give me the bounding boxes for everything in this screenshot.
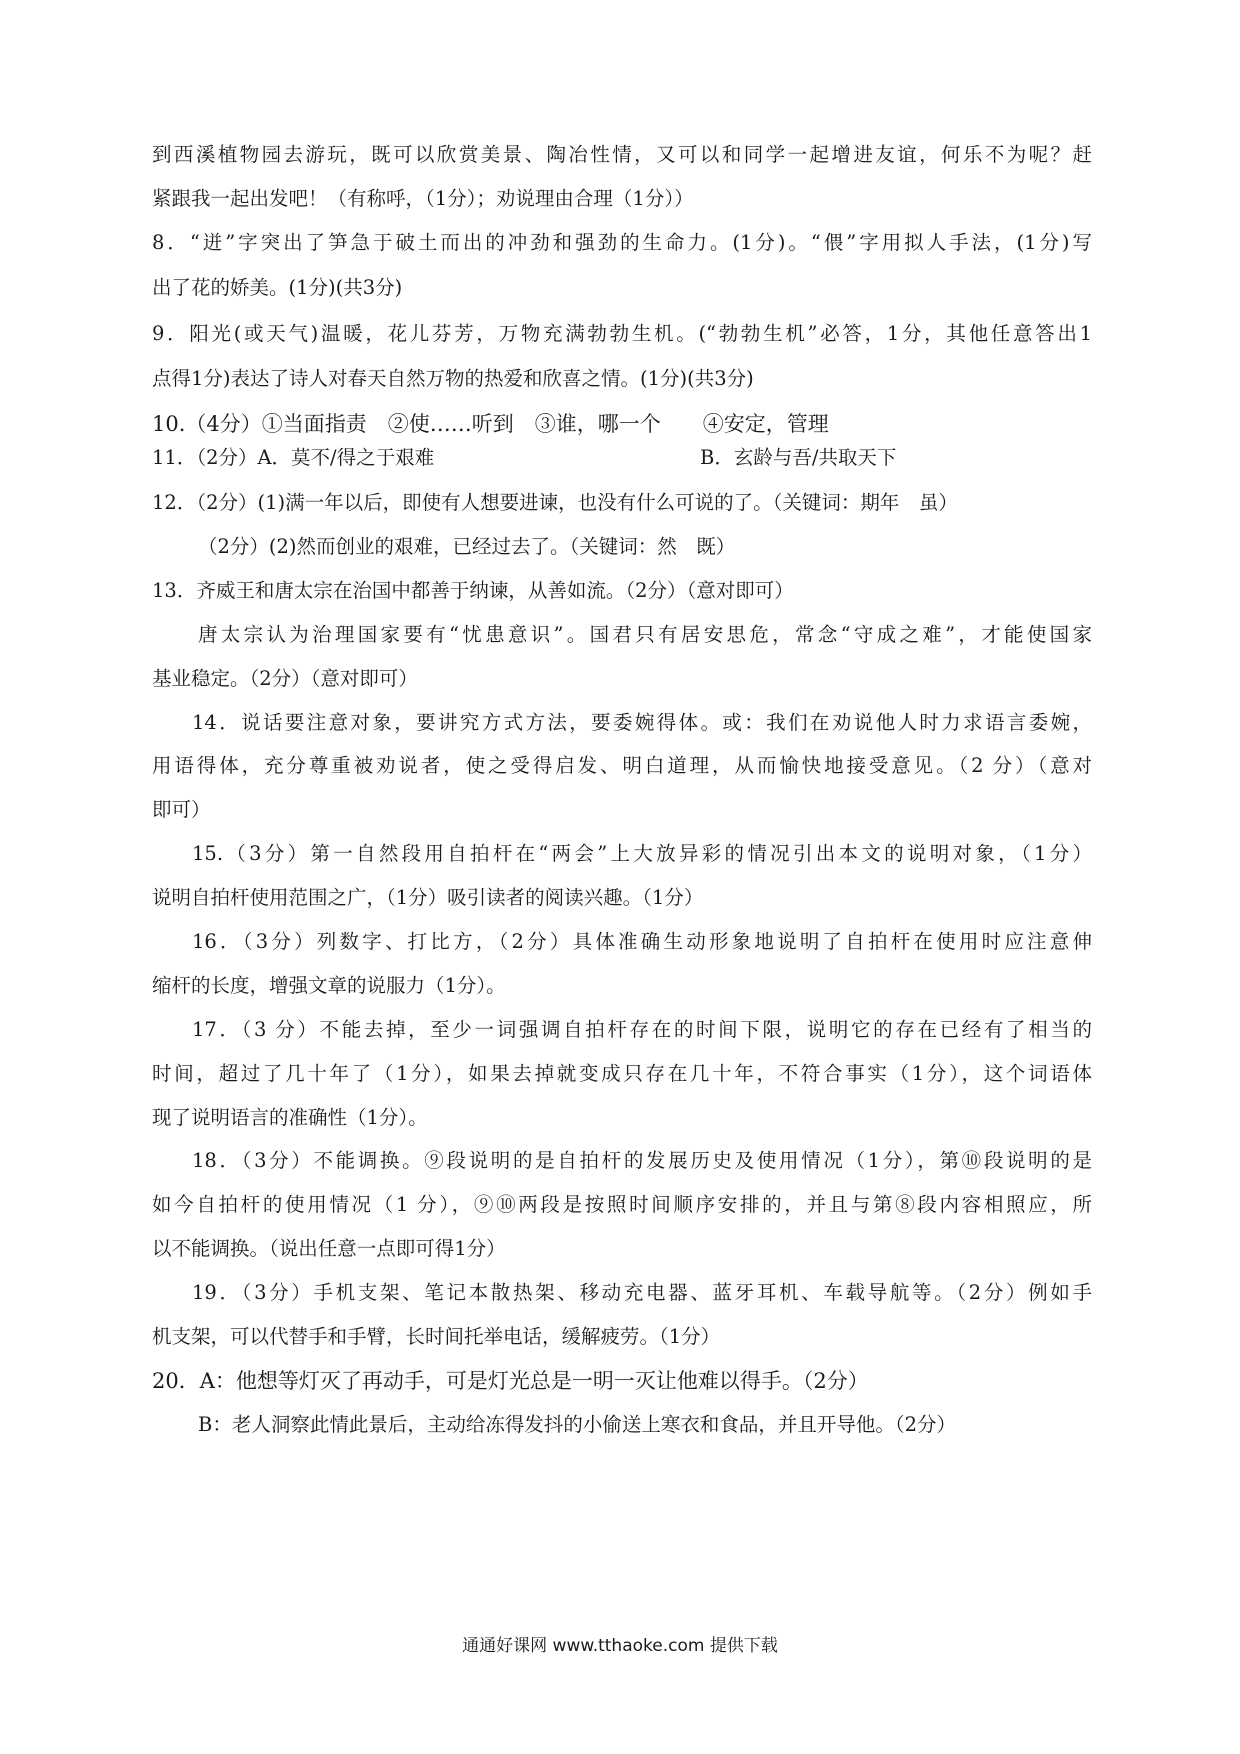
answer-16-line-1: 16．（3分）列数字、打比方，（2分）具体准确生动形象地说明了自拍杆在使用时应注意伸 xyxy=(192,930,1092,953)
answer-14-line-1: 14．说话要注意对象，要讲究方式方法，要委婉得体。或：我们在劝说他人时力求语言委婉， xyxy=(192,711,1092,734)
answer-15-line-2: 说明自拍杆使用范围之广，（1分）吸引读者的阅读兴趣。（1分） xyxy=(152,886,704,909)
answer-9-line-2: 点得1分)表达了诗人对春天自然万物的热爱和欣喜之情。(1分)(共3分) xyxy=(152,367,754,390)
text-line: 紧跟我一起出发吧！（有称呼，（1分）；劝说理由合理（1分）） xyxy=(152,187,694,210)
answer-18-line-2: 如今自拍杆的使用情况（1 分），⑨⑩两段是按照时间顺序安排的，并且与第⑧段内容相照应，所 xyxy=(152,1193,1092,1216)
answer-18-line-1: 18．（3分）不能调换。⑨段说明的是自拍杆的发展历史及使用情况（1分），第⑩段说明的是 xyxy=(192,1149,1092,1172)
answer-19-line-1: 19．（3分）手机支架、笔记本散热架、移动充电器、蓝牙耳机、车载导航等。（2分）例如手 xyxy=(192,1281,1092,1304)
answer-14-line-3: 即可） xyxy=(152,798,211,821)
answer-20-b: B：老人洞察此情此景后，主动给冻得发抖的小偷送上寒衣和食品，并且开导他。（2分） xyxy=(198,1413,956,1436)
answer-17-line-2: 时间，超过了几十年了（1分），如果去掉就变成只存在几十年，不符合事实（1分），这个词语体 xyxy=(152,1062,1092,1085)
answer-17-line-1: 17．（3 分）不能去掉，至少一词强调自拍杆存在的时间下限，说明它的存在已经有了相当的 xyxy=(192,1018,1092,1041)
answer-13-line-1: 13．齐威王和唐太宗在治国中都善于纳谏，从善如流。（2分）（意对即可） xyxy=(152,579,794,602)
answer-11-b: B．玄龄与吾/共取天下 xyxy=(700,446,897,469)
answer-10: 10.（4分）①当面指责 ②使……听到 ③谁，哪一个 ④安定，管理 xyxy=(152,412,829,436)
answer-17-line-3: 现了说明语言的准确性（1分）。 xyxy=(152,1106,428,1129)
answer-13-line-2: 唐太宗认为治理国家要有“忧患意识”。国君只有居安思危，常念“守成之难”，才能使国家 xyxy=(198,623,1092,646)
answer-19-line-2: 机支架，可以代替手和手臂，长时间托举电话，缓解疲劳。（1分） xyxy=(152,1325,721,1348)
answer-9-line-1: 9．阳光(或天气)温暖，花儿芬芳，万物充满勃勃生机。(“勃勃生机”必答，1分，其他任意答出1 xyxy=(152,322,1092,345)
text-line: 到西溪植物园去游玩，既可以欣赏美景、陶冶性情，又可以和同学一起增进友谊，何乐不为呢？赶 xyxy=(152,143,1092,166)
answer-15-line-1: 15.（3分）第一自然段用自拍杆在“两会”上大放异彩的情况引出本文的说明对象，（1分） xyxy=(192,842,1092,865)
answer-8-line-1: 8．“迸”字突出了笋急于破土而出的冲劲和强劲的生命力。(1分)。“偎”字用拟人手法，(1分)写 xyxy=(152,231,1092,254)
answer-12-part-1: 12．（2分）(1)满一年以后，即使有人想要进谏，也没有什么可说的了。（关键词：期年 虽） xyxy=(152,491,958,514)
answer-12-part-2: （2分）(2)然而创业的艰难，已经过去了。（关键词：然 既） xyxy=(198,535,736,558)
answer-20-a: 20．A：他想等灯灭了再动手，可是灯光总是一明一灭让他难以得手。（2分） xyxy=(152,1369,869,1393)
answer-14-line-2: 用语得体，充分尊重被劝说者，使之受得启发、明白道理，从而愉快地接受意见。（2 分）（意对 xyxy=(152,754,1092,777)
page-footer: 通通好课网 www.tthaoke.com 提供下载 xyxy=(462,1636,778,1656)
answer-13-line-3: 基业稳定。（2分）（意对即可） xyxy=(152,667,418,690)
answer-8-line-2: 出了花的娇美。(1分)(共3分) xyxy=(152,276,403,299)
answer-11-a: 11．（2分）A．莫不/得之于艰难 xyxy=(152,446,435,469)
answer-16-line-2: 缩杆的长度，增强文章的说服力（1分）。 xyxy=(152,974,506,997)
answer-18-line-3: 以不能调换。（说出任意一点即可得1分） xyxy=(152,1237,506,1260)
